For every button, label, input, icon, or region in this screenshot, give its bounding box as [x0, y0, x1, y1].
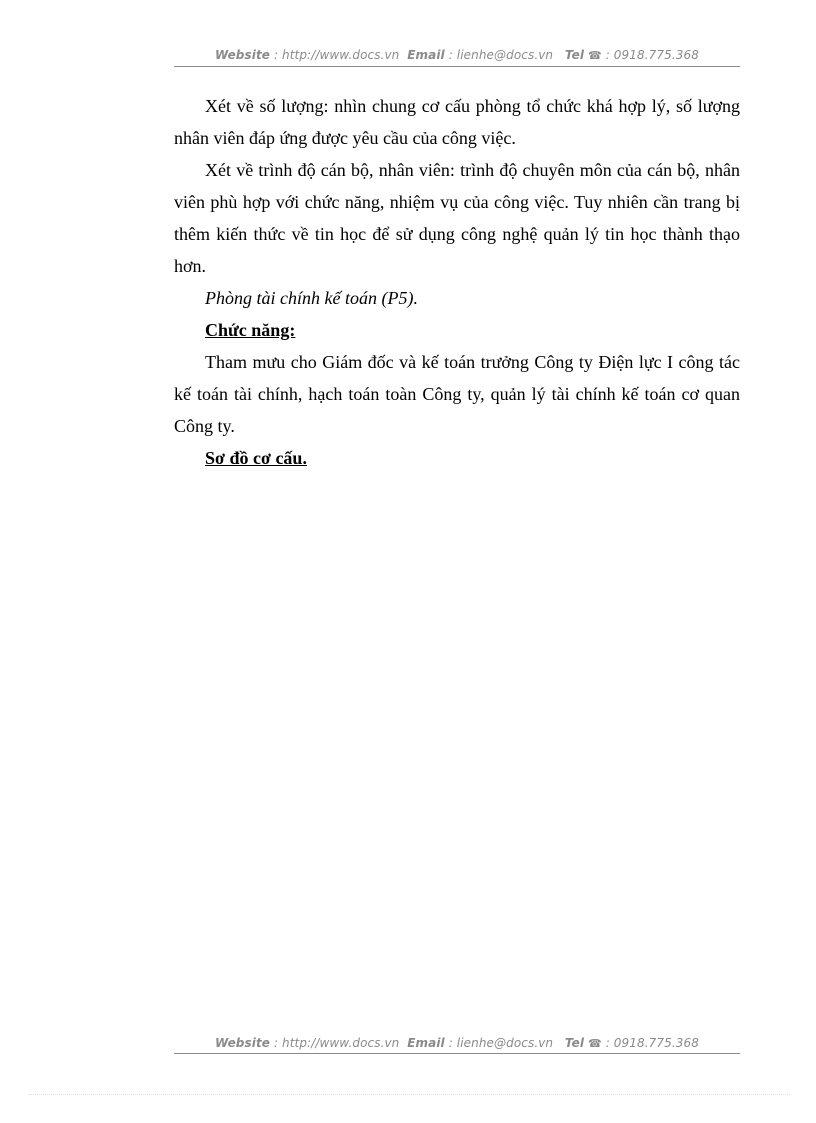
footer-email-link[interactable]: : lienhe@docs.vn: [448, 1036, 554, 1050]
phone-icon: ☎: [588, 49, 602, 62]
page-edge-divider: [28, 1094, 790, 1095]
footer-website-link[interactable]: : http://www.docs.vn: [273, 1036, 400, 1050]
header-website-link[interactable]: : http://www.docs.vn: [273, 48, 400, 62]
header-tel-label: Tel: [564, 48, 585, 62]
heading-structure: Sơ đồ cơ cấu.: [205, 448, 307, 468]
header-website-label: Website: [215, 48, 271, 62]
heading-function: Chức năng:: [205, 320, 296, 340]
footer-divider: [174, 1053, 740, 1054]
page-footer: [174, 1036, 740, 1050]
header-tel-value: : 0918.775.368: [605, 48, 699, 62]
section-title: Phòng tài chính kế toán (P5).: [205, 288, 418, 308]
document-body: [174, 90, 740, 474]
paragraph-staff-quantity: Xét về số lượng: nhìn chung cơ cấu phòng tổ chức khá hợp lý, số lượng nhân viên đáp ứng được yêu cầu của công việc.: [174, 96, 740, 148]
footer-tel-label: Tel: [564, 1036, 585, 1050]
footer-email-label: Email: [407, 1036, 445, 1050]
page-header: [174, 48, 740, 62]
phone-icon: ☎: [588, 1037, 602, 1050]
header-email-label: Email: [407, 48, 445, 62]
footer-website-label: Website: [215, 1036, 271, 1050]
header-email-link[interactable]: : lienhe@docs.vn: [448, 48, 554, 62]
header-divider: [174, 66, 740, 67]
paragraph-staff-qualification: Xét về trình độ cán bộ, nhân viên: trình độ chuyên môn của cán bộ, nhân viên phù hợp với chức năng, nhiệm vụ của công việc. Tuy nhiên cần trang bị thêm kiến thức về tin học để sử dụng công nghệ quản lý tin học thành thạo hơn.: [174, 160, 740, 276]
footer-tel-value: : 0918.775.368: [605, 1036, 699, 1050]
paragraph-function: Tham mưu cho Giám đốc và kế toán trưởng Công ty Điện lực I công tác kế toán tài chính, hạch toán toàn Công ty, quản lý tài chính kế toán cơ quan Công ty.: [174, 352, 740, 436]
